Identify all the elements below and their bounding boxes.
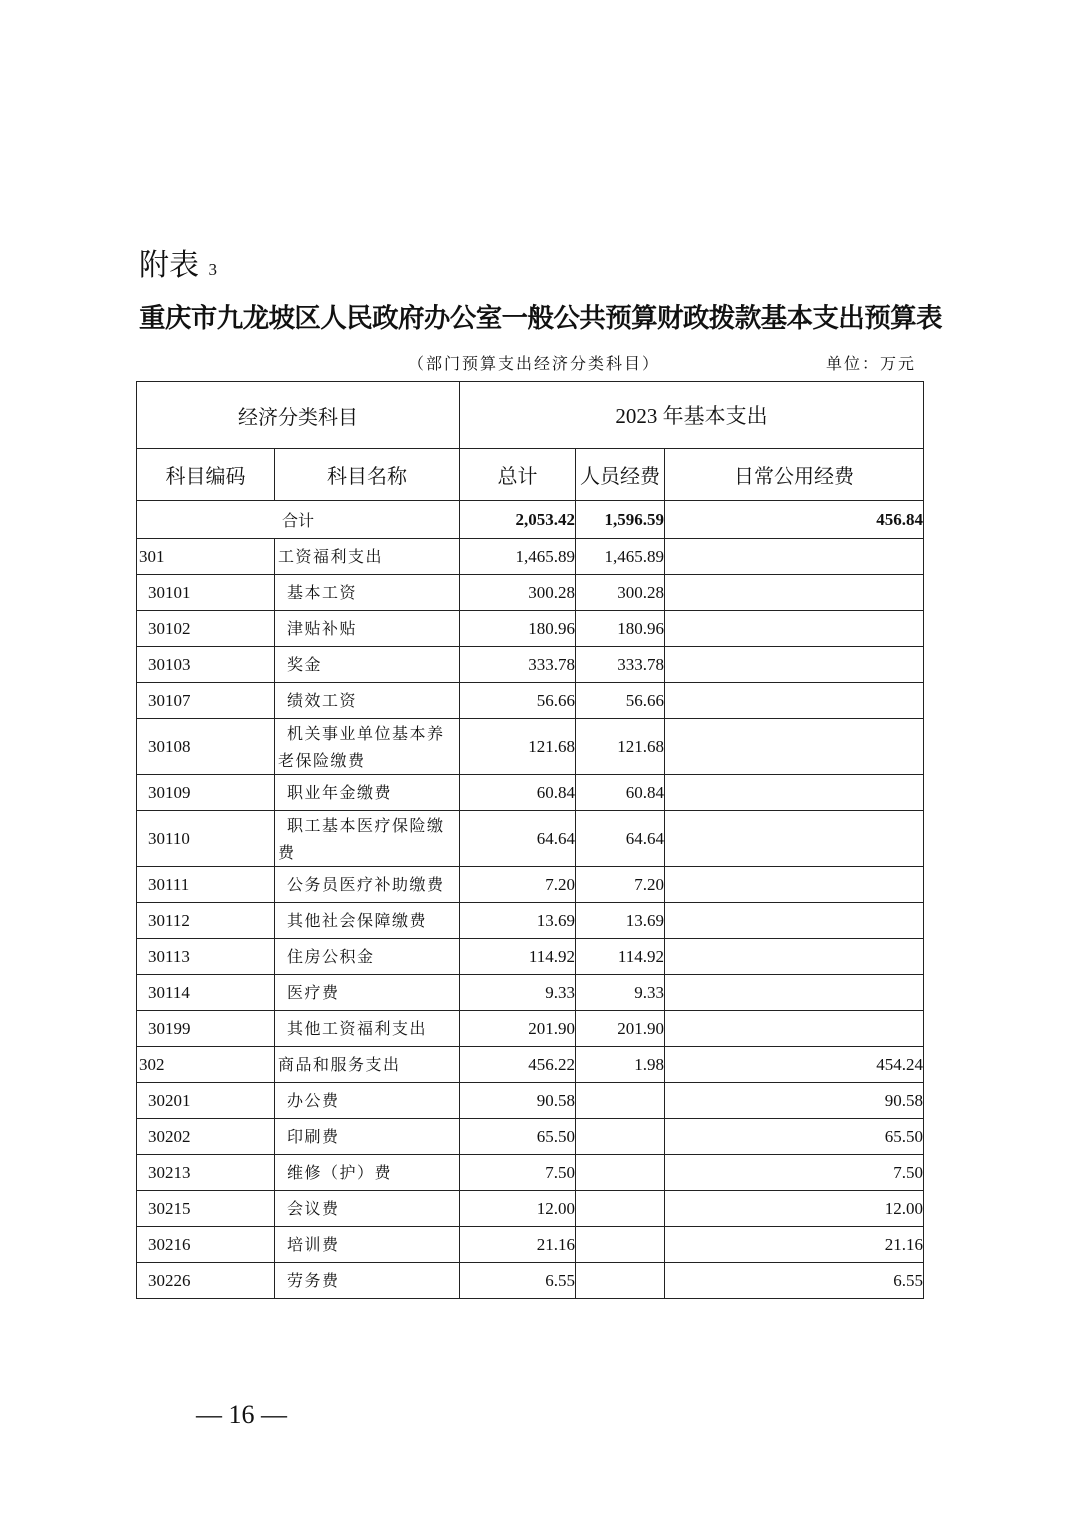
row-code: 30226 — [137, 1263, 275, 1299]
row-public — [665, 1011, 924, 1047]
table-row — [137, 867, 924, 903]
header-row-1 — [137, 382, 924, 449]
row-personnel: 114.92 — [576, 939, 665, 975]
row-personnel: 13.69 — [576, 903, 665, 939]
table-row — [137, 647, 924, 683]
row-code: 30114 — [137, 975, 275, 1011]
row-name: 奖金 — [275, 647, 460, 683]
row-code: 30202 — [137, 1119, 275, 1155]
row-total: 456.22 — [460, 1047, 576, 1083]
row-public: 7.50 — [665, 1155, 924, 1191]
row-code: 30213 — [137, 1155, 275, 1191]
header-row-2 — [137, 449, 924, 501]
row-code: 301 — [137, 539, 275, 575]
page-number: — 16 — — [196, 1400, 287, 1429]
row-public — [665, 647, 924, 683]
row-name: 维修（护）费 — [275, 1155, 460, 1191]
table-row — [137, 1191, 924, 1227]
row-public: 454.24 — [665, 1047, 924, 1083]
row-personnel — [576, 1119, 665, 1155]
row-code: 30103 — [137, 647, 275, 683]
row-name: 公务员医疗补助缴费 — [275, 867, 460, 903]
row-total: 7.20 — [460, 867, 576, 903]
unit-label: 单位：万元 — [826, 354, 917, 373]
row-personnel: 1,465.89 — [576, 539, 665, 575]
total-personnel: 1,596.59 — [576, 501, 665, 539]
row-public — [665, 611, 924, 647]
row-public — [665, 539, 924, 575]
row-public — [665, 903, 924, 939]
row-name: 其他工资福利支出 — [275, 1011, 460, 1047]
row-personnel — [576, 1263, 665, 1299]
row-total: 90.58 — [460, 1083, 576, 1119]
table-row — [137, 975, 924, 1011]
row-name: 基本工资 — [275, 575, 460, 611]
row-public: 6.55 — [665, 1263, 924, 1299]
row-personnel: 121.68 — [576, 719, 665, 775]
total-label: 合计 — [137, 501, 460, 539]
row-public: 12.00 — [665, 1191, 924, 1227]
table-row — [137, 539, 924, 575]
col-header-public: 日常公用经费 — [665, 449, 924, 501]
row-name: 职工基本医疗保险缴费 — [275, 811, 460, 867]
row-personnel — [576, 1227, 665, 1263]
row-public — [665, 811, 924, 867]
col-header-personnel: 人员经费 — [576, 449, 665, 501]
row-code: 30107 — [137, 683, 275, 719]
col-header-total: 总计 — [460, 449, 576, 501]
table-row — [137, 1155, 924, 1191]
row-personnel — [576, 1083, 665, 1119]
row-total: 65.50 — [460, 1119, 576, 1155]
row-public — [665, 719, 924, 775]
row-code: 30215 — [137, 1191, 275, 1227]
table-row — [137, 611, 924, 647]
table-row — [137, 719, 924, 775]
row-personnel: 64.64 — [576, 811, 665, 867]
row-name: 印刷费 — [275, 1119, 460, 1155]
table-row — [137, 939, 924, 975]
row-name: 住房公积金 — [275, 939, 460, 975]
table-row — [137, 683, 924, 719]
row-name: 其他社会保障缴费 — [275, 903, 460, 939]
row-personnel: 1.98 — [576, 1047, 665, 1083]
row-code: 30108 — [137, 719, 275, 775]
row-name: 职业年金缴费 — [275, 775, 460, 811]
table-row — [137, 775, 924, 811]
row-name: 会议费 — [275, 1191, 460, 1227]
col-header-code: 科目编码 — [137, 449, 275, 501]
row-name: 绩效工资 — [275, 683, 460, 719]
row-total: 21.16 — [460, 1227, 576, 1263]
row-public: 90.58 — [665, 1083, 924, 1119]
row-total: 114.92 — [460, 939, 576, 975]
row-code: 30112 — [137, 903, 275, 939]
row-total: 7.50 — [460, 1155, 576, 1191]
table-row — [137, 1083, 924, 1119]
row-code: 30199 — [137, 1011, 275, 1047]
row-personnel: 60.84 — [576, 775, 665, 811]
document-title: 重庆市九龙坡区人民政府办公室一般公共预算财政拨款基本支出预算表 — [139, 303, 942, 334]
row-total: 56.66 — [460, 683, 576, 719]
row-code: 30201 — [137, 1083, 275, 1119]
row-name: 工资福利支出 — [275, 539, 460, 575]
table-row — [137, 1047, 924, 1083]
row-total: 60.84 — [460, 775, 576, 811]
table-row — [137, 1119, 924, 1155]
row-total: 1,465.89 — [460, 539, 576, 575]
row-total: 13.69 — [460, 903, 576, 939]
table-row — [137, 1011, 924, 1047]
table-row — [137, 811, 924, 867]
row-total: 12.00 — [460, 1191, 576, 1227]
appendix-number: 3 — [208, 260, 218, 279]
row-code: 30111 — [137, 867, 275, 903]
budget-table — [136, 381, 924, 1299]
row-total: 64.64 — [460, 811, 576, 867]
row-code: 30102 — [137, 611, 275, 647]
table-row — [137, 1263, 924, 1299]
row-personnel: 333.78 — [576, 647, 665, 683]
total-row — [137, 501, 924, 539]
table-row — [137, 1227, 924, 1263]
table-row — [137, 903, 924, 939]
row-personnel: 56.66 — [576, 683, 665, 719]
row-total: 121.68 — [460, 719, 576, 775]
total-public: 456.84 — [665, 501, 924, 539]
row-public — [665, 775, 924, 811]
table-row — [137, 575, 924, 611]
header-basic-expenditure: 2023 年基本支出 — [460, 382, 924, 449]
row-name: 商品和服务支出 — [275, 1047, 460, 1083]
row-personnel: 7.20 — [576, 867, 665, 903]
row-code: 30216 — [137, 1227, 275, 1263]
row-name: 津贴补贴 — [275, 611, 460, 647]
row-total: 6.55 — [460, 1263, 576, 1299]
appendix-label — [139, 244, 217, 292]
header-economic-class: 经济分类科目 — [137, 382, 460, 449]
row-total: 9.33 — [460, 975, 576, 1011]
row-name: 医疗费 — [275, 975, 460, 1011]
col-header-name: 科目名称 — [275, 449, 460, 501]
row-code: 30109 — [137, 775, 275, 811]
total-total: 2,053.42 — [460, 501, 576, 539]
row-public — [665, 975, 924, 1011]
row-personnel: 180.96 — [576, 611, 665, 647]
row-code: 30113 — [137, 939, 275, 975]
row-total: 333.78 — [460, 647, 576, 683]
row-public — [665, 575, 924, 611]
row-public: 21.16 — [665, 1227, 924, 1263]
row-total: 180.96 — [460, 611, 576, 647]
row-total: 300.28 — [460, 575, 576, 611]
row-public: 65.50 — [665, 1119, 924, 1155]
document-subtitle: （部门预算支出经济分类科目） — [408, 354, 661, 373]
row-public — [665, 683, 924, 719]
row-personnel: 9.33 — [576, 975, 665, 1011]
row-personnel — [576, 1155, 665, 1191]
row-total: 201.90 — [460, 1011, 576, 1047]
row-public — [665, 867, 924, 903]
row-code: 30101 — [137, 575, 275, 611]
row-name: 培训费 — [275, 1227, 460, 1263]
row-personnel: 300.28 — [576, 575, 665, 611]
row-public — [665, 939, 924, 975]
row-code: 302 — [137, 1047, 275, 1083]
row-name: 劳务费 — [275, 1263, 460, 1299]
row-name: 机关事业单位基本养老保险缴费 — [275, 719, 460, 775]
row-personnel: 201.90 — [576, 1011, 665, 1047]
row-code: 30110 — [137, 811, 275, 867]
row-name: 办公费 — [275, 1083, 460, 1119]
appendix-text: 附表 — [139, 248, 199, 283]
row-personnel — [576, 1191, 665, 1227]
